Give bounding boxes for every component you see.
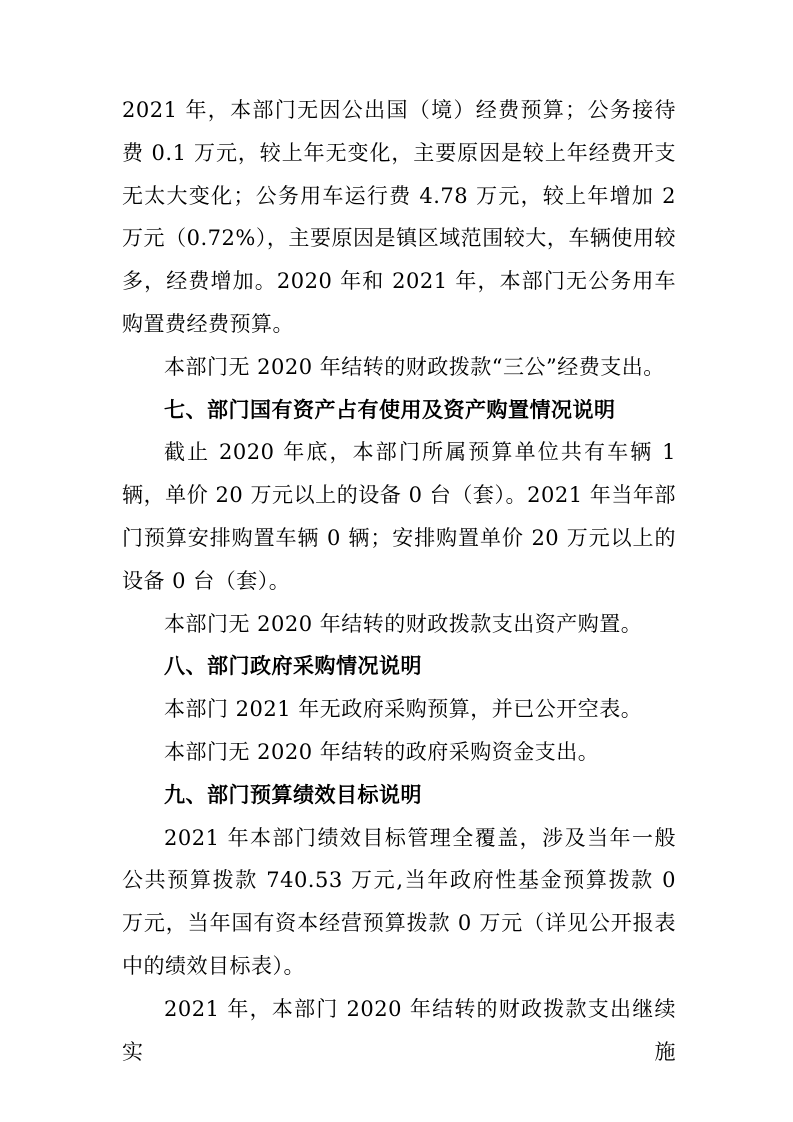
paragraph: 2021 年本部门绩效目标管理全覆盖，涉及当年一般公共预算拨款 740.53 万元,当年政府性基金预算拨款 0 万元，当年国有资本经营预算拨款 0 万元（详见公开报表中的绩效目标表）。 xyxy=(122,825,676,978)
section-heading: 七、部门国有资产占有使用及资产购置情况说明 xyxy=(164,397,616,422)
paragraph: 2021 年，本部门 2020 年结转的财政拨款支出继续实施 xyxy=(122,996,676,1064)
paragraph: 本部门 2021 年无政府采购预算，并已公开空表。 xyxy=(164,697,643,722)
paragraph: 2021 年，本部门无因公出国（境）经费预算；公务接待费 0.1 万元，较上年无变化，主要原因是较上年经费开支无太大变化；公务用车运行费 4.78 万元，较上年增加 2 万元（0.72%），主要原因是镇区域范围较大，车辆使用较多，经费增加。2020 年和 2021 年，本部门无公务用车购置费经费预算。 xyxy=(122,98,676,336)
paragraph: 本部门无 2020 年结转的财政拨款“三公”经费支出。 xyxy=(164,354,665,379)
paragraph: 截止 2020 年底，本部门所属预算单位共有车辆 1 辆，单价 20 万元以上的设备 0 台（套）。2021 年当年部门预算安排购置车辆 0 辆；安排购置单价 20 万元以上的设备 0 台（套）。 xyxy=(122,440,676,593)
paragraph: 本部门无 2020 年结转的政府采购资金支出。 xyxy=(164,739,600,764)
section-heading: 八、部门政府采购情况说明 xyxy=(164,654,422,679)
document-body xyxy=(122,89,676,1073)
section-heading: 九、部门预算绩效目标说明 xyxy=(164,782,422,807)
paragraph: 本部门无 2020 年结转的财政拨款支出资产购置。 xyxy=(164,611,643,636)
